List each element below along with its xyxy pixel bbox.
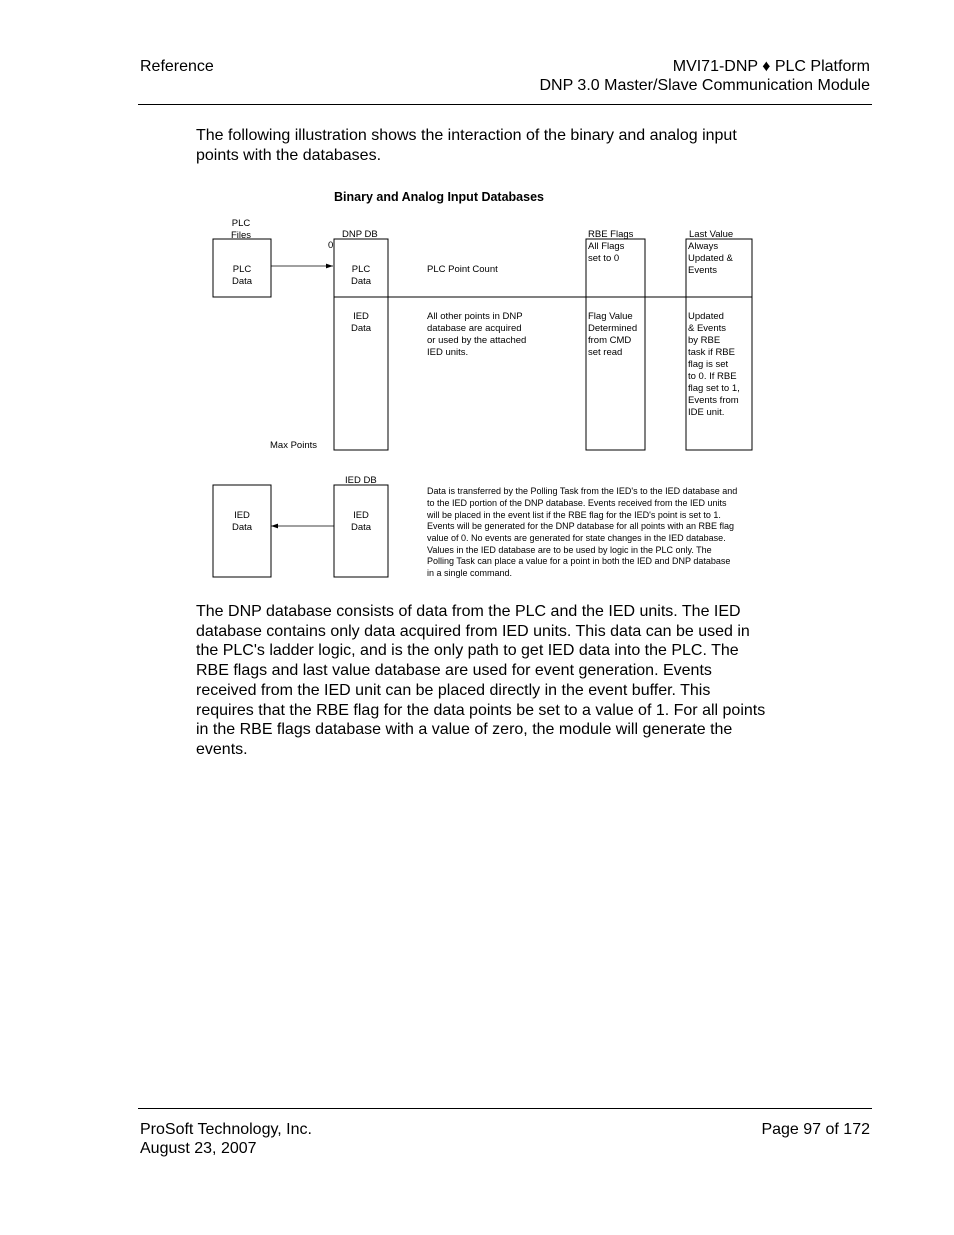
ied-db-data-label-2: Data xyxy=(350,522,372,533)
last-bottom-line-9: IDE unit. xyxy=(688,407,725,418)
last-bottom-line-8: Events from xyxy=(688,395,739,406)
header-module: DNP 3.0 Master/Slave Communication Module xyxy=(539,77,870,94)
transfer-note-line-1: Data is transferred by the Polling Task from the IED's to the IED database and xyxy=(427,486,738,496)
ied-db-data-label-1: IED xyxy=(353,510,369,521)
body-line-5: received from the IED unit can be placed directly in the event buffer. This xyxy=(196,681,711,699)
ied-data-label-1: IED xyxy=(234,510,250,521)
databases-diagram xyxy=(203,186,798,580)
body-line-3: the PLC's ladder logic, and is the only path to get IED data into the PLC. The xyxy=(196,642,739,660)
header-section: Reference xyxy=(140,58,214,75)
transfer-note-line-3: will be placed in the event list if the RBE flag for the IED's point is set to 1. xyxy=(427,510,721,520)
other-points-line-1: All other points in DNP xyxy=(427,311,523,322)
body-line-8: events. xyxy=(196,740,248,758)
other-points-line-3: or used by the attached xyxy=(427,335,527,346)
other-points-line-2: database are acquired xyxy=(427,323,522,334)
rbe-top-line-1: All Flags xyxy=(588,241,625,252)
last-bottom-line-6: to 0. If RBE xyxy=(688,371,737,382)
last-bottom-line-2: & Events xyxy=(688,323,727,334)
transfer-note-line-4: Events will be generated for the DNP database for all points with an RBE flag xyxy=(427,521,735,531)
plc-data-label-1: PLC xyxy=(232,264,252,275)
other-points-line-4: IED units. xyxy=(427,347,469,358)
plc-data-label-2: Data xyxy=(231,276,253,287)
intro-line-1: The following illustration shows the interaction of the binary and analog input xyxy=(196,127,737,144)
dnp-zero-label: 0 xyxy=(328,240,334,251)
footer-date: August 23, 2007 xyxy=(140,1140,257,1157)
body-paragraph xyxy=(196,602,836,760)
plc-point-count-label: PLC Point Count xyxy=(427,264,498,275)
last-value-label: Last Value xyxy=(689,229,734,240)
intro-line-2: points with the databases. xyxy=(196,146,382,164)
dnp-plc-data-label-2: Data xyxy=(350,276,372,287)
transfer-note-line-7: Polling Task can place a value for a point in both the IED and DNP database xyxy=(427,556,731,566)
transfer-note-line-5: value of 0. No events are generated for state changes in the IED database. xyxy=(427,533,726,543)
body-line-2: database contains only data acquired from IED units. This data can be used in xyxy=(196,622,750,640)
rbe-bottom-line-1: Flag Value xyxy=(588,311,633,322)
transfer-note-line-2: to the IED portion of the DNP database. Events received from the IED units xyxy=(427,498,727,508)
rbe-bottom-line-2: Determined xyxy=(588,323,638,334)
last-top-line-3: Events xyxy=(688,265,718,276)
rbe-flags-label: RBE Flags xyxy=(588,229,634,240)
last-bottom-line-1: Updated xyxy=(688,311,724,322)
body-line-7: in the RBE flags database with a value of zero, the module will generate the xyxy=(196,721,733,739)
transfer-note-line-8: in a single command. xyxy=(427,568,513,578)
last-top-line-2: Updated & xyxy=(688,253,733,264)
last-bottom-line-7: flag set to 1, xyxy=(688,383,740,394)
body-line-4: RBE flags and last value database are used for event generation. Events xyxy=(196,662,712,680)
figure-title: Binary and Analog Input Databases xyxy=(334,190,544,204)
dnp-db-label: DNP DB xyxy=(342,229,378,240)
rbe-top-line-2: set to 0 xyxy=(588,253,620,264)
transfer-note-line-6: Values in the IED database are to be used by logic in the PLC only. The xyxy=(427,545,712,555)
header-rule xyxy=(138,104,872,105)
dnp-ied-data-label-1: IED xyxy=(353,311,369,322)
rbe-bottom-line-3: from CMD xyxy=(588,335,632,346)
dnp-plc-data-label-1: PLC xyxy=(351,264,371,275)
ied-data-label-2: Data xyxy=(231,522,253,533)
ied-db-label: IED DB xyxy=(345,475,377,486)
plc-files-label-1: PLC xyxy=(231,218,251,229)
body-line-6: requires that the RBE flag for the data points be set to a value of 1. For all points xyxy=(196,701,766,719)
last-bottom-line-5: flag is set xyxy=(688,359,729,370)
intro-paragraph xyxy=(196,126,816,165)
databases-figure xyxy=(203,186,798,580)
last-bottom-line-3: by RBE xyxy=(688,335,721,346)
max-points-label: Max Points xyxy=(270,440,317,451)
last-bottom-line-4: task if RBE xyxy=(688,347,735,358)
plc-files-label-2: Files xyxy=(230,230,252,241)
footer-page-number: Page 97 of 172 xyxy=(761,1121,870,1138)
header-product: MVI71-DNP ♦ PLC Platform xyxy=(672,58,870,75)
footer-rule xyxy=(138,1108,872,1109)
last-top-line-1: Always xyxy=(688,241,719,252)
rbe-bottom-line-4: set read xyxy=(588,347,623,358)
body-line-1: The DNP database consists of data from the PLC and the IED units. The IED xyxy=(196,603,741,620)
dnp-ied-data-label-2: Data xyxy=(350,323,372,334)
footer-company: ProSoft Technology, Inc. xyxy=(140,1121,312,1138)
